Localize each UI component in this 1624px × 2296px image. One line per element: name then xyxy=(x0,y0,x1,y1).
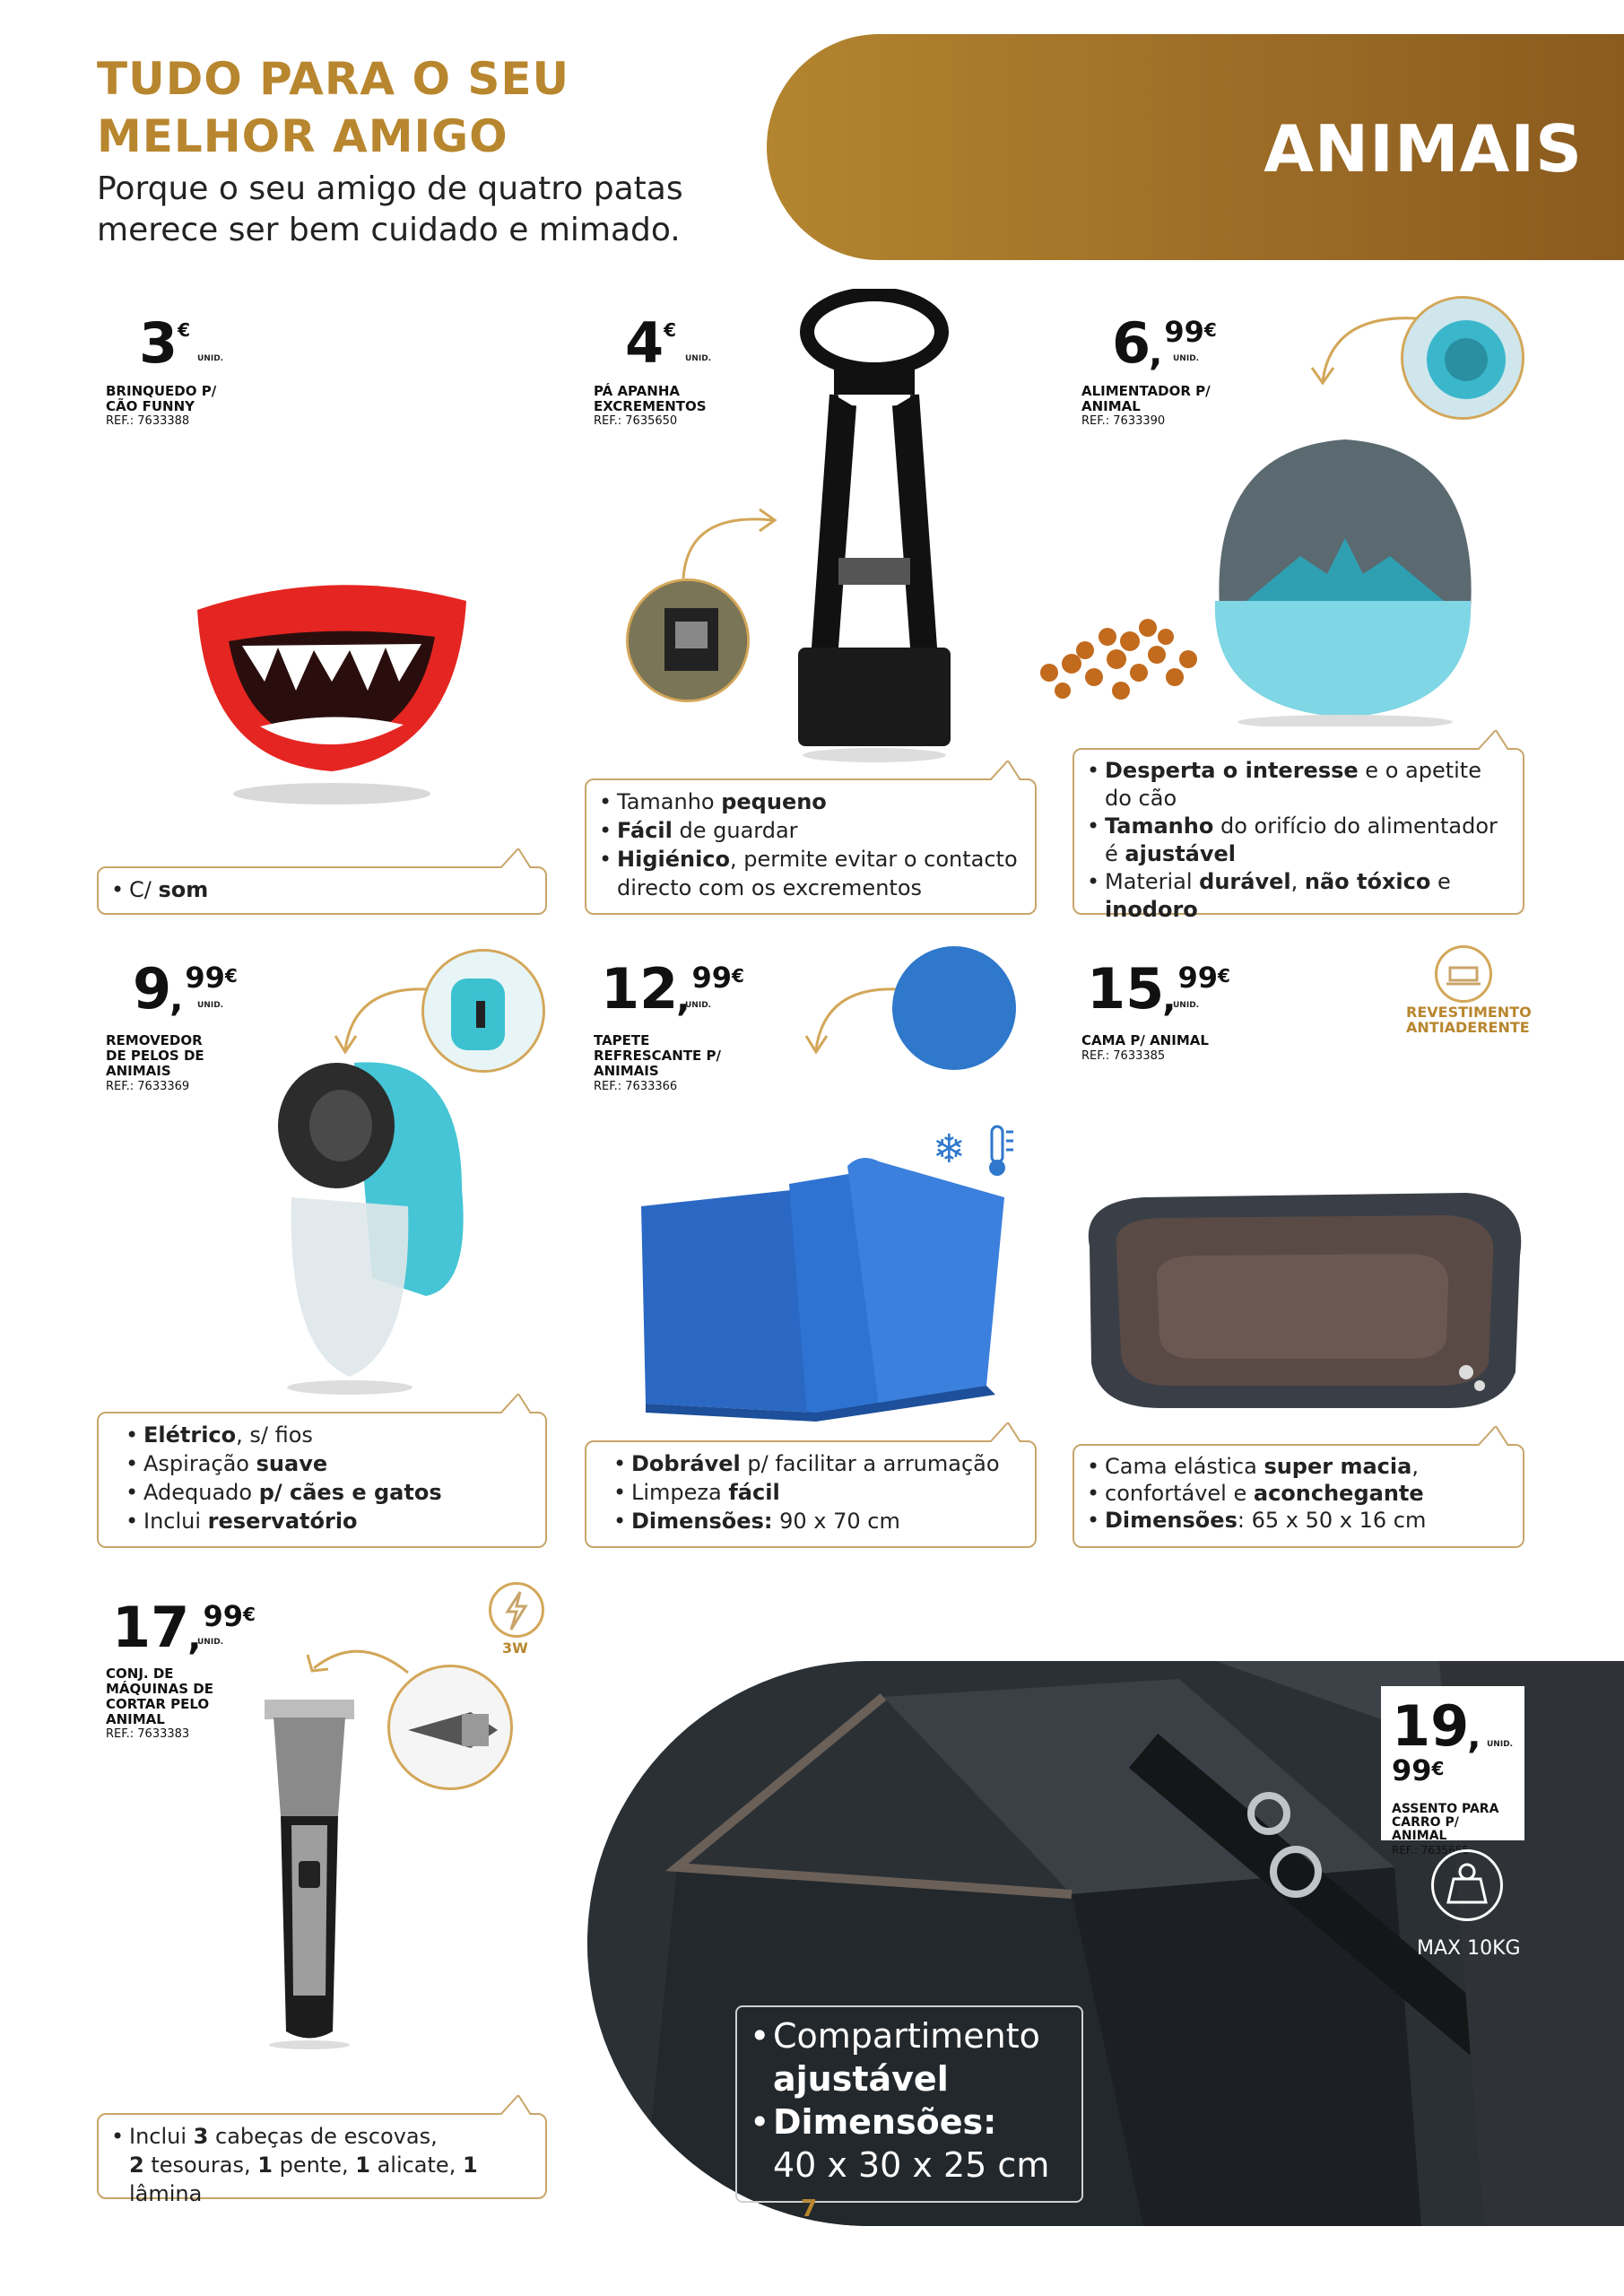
product-7-features xyxy=(97,2113,547,2206)
feature-item: • Fácil de guardar xyxy=(599,816,1022,845)
currency: € xyxy=(1218,965,1230,987)
product-2-price xyxy=(625,310,677,376)
unit-label: UNID. xyxy=(685,1001,712,1010)
price-int: 19 xyxy=(1392,1693,1470,1759)
product-2-features xyxy=(585,778,1037,915)
cooling-mat-image xyxy=(637,1152,1013,1422)
product-5-features xyxy=(585,1440,1037,1548)
max-weight-label: MAX 10KG xyxy=(1417,1937,1521,1960)
bubble-tail xyxy=(990,761,1020,780)
feature-item: • confortável e aconchegante xyxy=(1087,1480,1510,1507)
feeder-detail-thumbnail xyxy=(1401,296,1524,420)
product-1-ref: REF.: 7633388 xyxy=(106,414,190,428)
feature-item: • Adequado p/ cães e gatos xyxy=(126,1478,533,1507)
price-dec: 99 xyxy=(691,961,733,995)
feature-item: • Material durável, não tóxico e inodoro xyxy=(1087,868,1510,924)
product-3-price: 6,99€ xyxy=(1112,310,1217,376)
price-int: 4 xyxy=(625,310,664,376)
bubble-tail xyxy=(990,1422,1020,1442)
product-8-name: ASSENTO PARA CARRO P/ ANIMAL xyxy=(1392,1802,1499,1843)
bubble-tail xyxy=(1478,1426,1508,1446)
product-4-ref: REF.: 7633369 xyxy=(106,1080,190,1093)
nonstick-badge: REVESTIMENTO ANTIADERENTE xyxy=(1406,1004,1532,1036)
car-seat-features xyxy=(735,2005,1083,2203)
curved-arrow xyxy=(803,982,901,1054)
feature-item: • Compartimento ajustável xyxy=(750,2014,1081,2100)
bubble-tail xyxy=(1478,730,1508,750)
unit-label: UNID. xyxy=(197,1001,224,1010)
bubble-tail xyxy=(500,848,531,868)
product-8-price-card: 19,99€ UNID. ASSENTO PARA CARRO P/ ANIMAL REF.: 7635655 xyxy=(1381,1686,1524,1840)
feature-item: • Desperta o interesse e o apetite do cão xyxy=(1087,757,1510,813)
feature-item: • Limpeza fácil xyxy=(613,1478,1022,1507)
page-title xyxy=(97,50,569,165)
page-subtitle xyxy=(97,169,683,251)
product-7-price: 17,99€ xyxy=(112,1595,256,1660)
bubble-tail xyxy=(500,2095,531,2115)
hair-clipper-image xyxy=(256,1700,363,2049)
unit-label: UNID. xyxy=(1173,354,1200,363)
currency: € xyxy=(664,319,677,341)
currency: € xyxy=(243,1604,256,1625)
feature-item: • Dimensões: 90 x 70 cm xyxy=(613,1507,1022,1535)
product-3-ref: REF.: 7633390 xyxy=(1081,414,1166,428)
feeder-ball-image xyxy=(1031,422,1533,726)
feature-item: • Dimensões: 40 x 30 x 25 cm xyxy=(750,2100,1081,2187)
price-dec: 99 xyxy=(1392,1753,1432,1787)
product-5-price: 12,99€ xyxy=(601,956,744,1022)
product-1-name: BRINQUEDO P/ CÃO FUNNY xyxy=(106,383,217,414)
mat-detail-thumbnail xyxy=(892,946,1016,1070)
section-title: ANIMAIS xyxy=(1264,111,1583,187)
product-6-name: CAMA P/ ANIMAL xyxy=(1081,1032,1209,1048)
product-5-ref: REF.: 7633366 xyxy=(594,1080,678,1093)
price-int: 12 xyxy=(601,956,679,1022)
unit-label: UNID. xyxy=(1487,1740,1514,1749)
feature-item: • Dobrável p/ facilitar a arrumação xyxy=(613,1449,1022,1478)
price-int: 3 xyxy=(139,310,178,376)
unit-label: UNID. xyxy=(685,354,712,363)
subtitle-line-2: merece ser bem cuidado e mimado. xyxy=(97,212,681,248)
product-6-ref: REF.: 7633385 xyxy=(1081,1049,1166,1063)
curved-arrow xyxy=(674,502,782,583)
product-3-features xyxy=(1073,748,1524,922)
product-1-price xyxy=(139,310,191,376)
snowflake-icon: ❄ xyxy=(933,1126,966,1172)
hair-remover-image xyxy=(265,1054,480,1395)
section-banner xyxy=(767,34,1624,260)
pooper-scooper-image xyxy=(780,289,968,764)
weight-icon xyxy=(1431,1849,1503,1921)
page-number: 7 xyxy=(801,2196,818,2222)
feature-item: • Tamanho pequeno xyxy=(599,787,1022,816)
product-1-features xyxy=(97,866,547,915)
feature-item: • Inclui 3 cabeças de escovas, 2 tesouras, 1 pente, 1 alicate, 1 lâmina xyxy=(111,2122,533,2208)
chew-toy-image xyxy=(188,574,475,807)
product-4-features xyxy=(97,1412,547,1548)
title-line-2: MELHOR AMIGO xyxy=(97,110,508,162)
price-int: 6 xyxy=(1112,310,1151,376)
currency: € xyxy=(732,965,744,987)
pet-bed-image xyxy=(1072,1184,1538,1417)
product-4-name: REMOVEDOR DE PELOS DE ANIMAIS xyxy=(106,1032,204,1079)
feature-item: • Elétrico, s/ fios xyxy=(126,1421,533,1449)
price-int: 15 xyxy=(1087,956,1165,1022)
product-7-ref: REF.: 7633383 xyxy=(106,1727,190,1741)
price-dec: 99 xyxy=(185,961,225,995)
feature-item: • Inclui reservatório xyxy=(126,1507,533,1535)
curved-arrow xyxy=(332,982,430,1054)
product-2-ref: REF.: 7635650 xyxy=(594,414,678,428)
clipper-detail-thumbnail xyxy=(387,1665,513,1790)
feature-item: • Aspiração suave xyxy=(126,1449,533,1478)
scooper-detail-thumbnail xyxy=(626,578,750,702)
power-label: 3W xyxy=(502,1639,528,1657)
price-dec: 99 xyxy=(1177,961,1219,995)
title-line-1: TUDO PARA O SEU xyxy=(97,53,570,105)
product-2-name: PÁ APANHA EXCREMENTOS xyxy=(594,383,707,414)
product-4-price: 9,99€ xyxy=(133,956,238,1022)
product-6-price: 15,99€ xyxy=(1087,956,1230,1022)
product-6-features xyxy=(1073,1444,1524,1548)
subtitle-line-1: Porque o seu amigo de quatro patas xyxy=(97,170,683,207)
price-int: 17 xyxy=(112,1595,190,1660)
currency: € xyxy=(178,319,191,341)
currency: € xyxy=(1431,1758,1445,1779)
product-5-name: TAPETE REFRESCANTE P/ ANIMAIS xyxy=(594,1032,721,1079)
product-7-name: CONJ. DE MÁQUINAS DE CORTAR PELO ANIMAL xyxy=(106,1665,213,1727)
price-dec: 99 xyxy=(1164,315,1204,349)
feature-item: • C/ som xyxy=(111,875,533,904)
price-dec: 99 xyxy=(203,1599,244,1633)
unit-label: UNID. xyxy=(197,1638,224,1647)
currency: € xyxy=(1203,319,1217,341)
feature-item: • Dimensões: 65 x 50 x 16 cm xyxy=(1087,1507,1510,1534)
price-int: 9 xyxy=(133,956,172,1022)
unit-label: UNID. xyxy=(1173,1001,1200,1010)
feature-item: • Higiénico, permite evitar o contacto directo com os excrementos xyxy=(599,845,1022,902)
unit-label: UNID. xyxy=(197,354,224,363)
product-8-ref: REF.: 7635655 xyxy=(1392,1844,1470,1857)
feature-item: • Tamanho do orifício do alimentador é ajustável xyxy=(1087,813,1510,868)
power-icon xyxy=(489,1582,544,1638)
bubble-tail xyxy=(500,1394,531,1413)
currency: € xyxy=(224,965,238,987)
feature-item: • Cama elástica super macia, xyxy=(1087,1453,1510,1480)
product-3-name: ALIMENTADOR P/ ANIMAL xyxy=(1081,383,1211,414)
nonstick-badge-icon xyxy=(1435,945,1492,1003)
